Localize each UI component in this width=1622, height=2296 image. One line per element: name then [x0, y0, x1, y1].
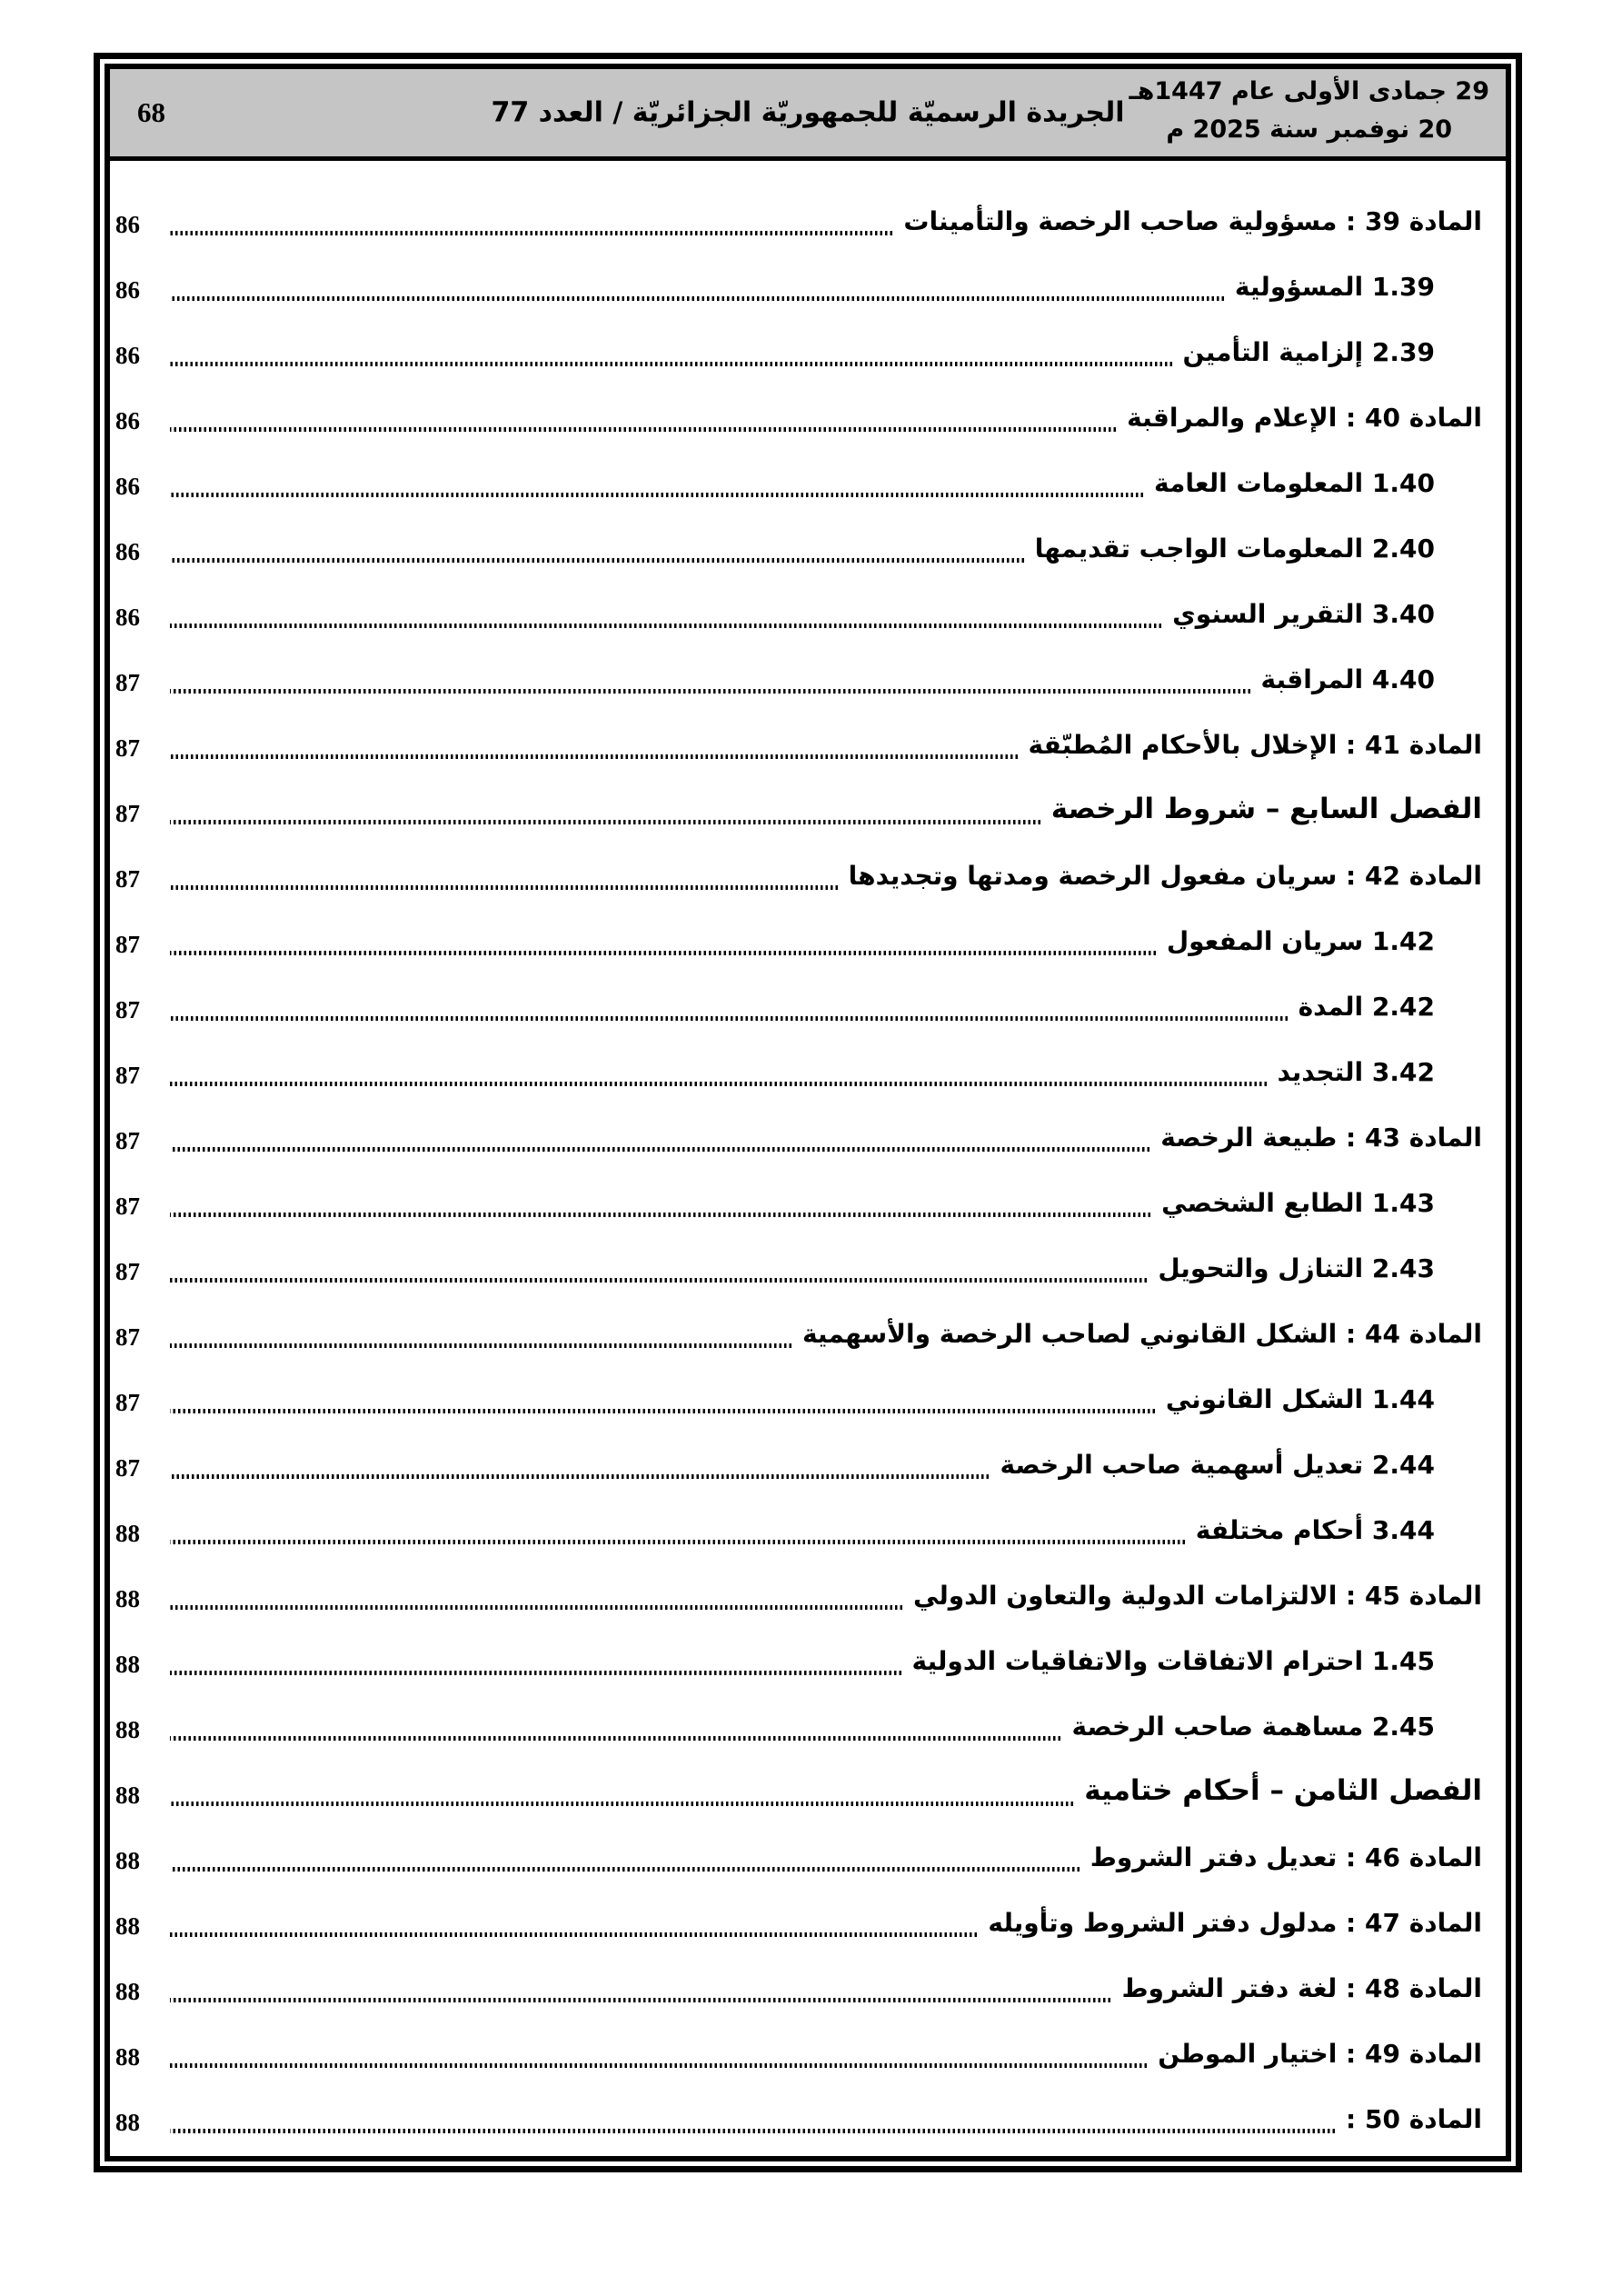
table-of-contents — [110, 161, 1506, 2156]
toc-entry-page: 87 — [115, 1323, 140, 1351]
toc-entry-label: المادة 46 : تعديل دفتر الشروط — [1090, 1842, 1482, 1873]
toc-entry-label: 2.42 المدة — [1298, 992, 1435, 1023]
date-hijri: 29 جمادى الأولى عام 1447هـ — [1129, 77, 1489, 105]
toc-entry-page: 88 — [115, 1912, 140, 1940]
toc-entry-page: 87 — [115, 669, 140, 696]
dot-leader — [170, 951, 1156, 955]
toc-entry-label: 3.42 التجديد — [1277, 1057, 1435, 1088]
toc-entry-label: المادة 42 : سريان مفعول الرخصة ومدتها وتجديدها — [848, 861, 1482, 892]
toc-entry-page: 87 — [115, 1454, 140, 1482]
dot-leader — [170, 296, 1224, 301]
dot-leader — [170, 2063, 1147, 2068]
toc-entry-label: 2.45 مساهمة صاحب الرخصة — [1071, 1712, 1435, 1742]
toc-entry — [115, 2017, 1482, 2082]
dot-leader — [170, 231, 892, 235]
toc-entry-label: 3.44 أحكام مختلفة — [1195, 1515, 1435, 1546]
toc-entry-page: 88 — [115, 1716, 140, 1743]
toc-entry-label: المادة 47 : مدلول دفتر الشروط وتأويله — [988, 1908, 1482, 1939]
toc-entry-label: 1.44 الشكل القانوني — [1165, 1384, 1435, 1415]
toc-entry-label: المادة 45 : الالتزامات الدولية والتعاون الدولي — [912, 1581, 1482, 1612]
dot-leader — [170, 1409, 1155, 1413]
toc-entry-label: المادة 39 : مسؤولية صاحب الرخصة والتأمينات — [903, 206, 1482, 237]
dot-leader — [170, 1082, 1267, 1086]
toc-entry-label: 2.40 المعلومات الواجب تقديمها — [1034, 534, 1435, 564]
toc-entry-page: 87 — [115, 996, 140, 1023]
toc-entry-page: 88 — [115, 1847, 140, 1874]
toc-entry — [115, 381, 1482, 446]
toc-entry-label: المادة 41 : الإخلال بالأحكام المُطبّقة — [1028, 730, 1482, 761]
toc-entry-label: 2.43 التنازل والتحويل — [1158, 1253, 1435, 1284]
toc-entry-page: 86 — [115, 473, 140, 500]
toc-entry-page: 86 — [115, 538, 140, 565]
toc-entry — [115, 1886, 1482, 1952]
toc-entry — [115, 1624, 1482, 1690]
toc-entry — [115, 643, 1482, 708]
dot-leader — [170, 1278, 1147, 1283]
toc-entry — [115, 2082, 1482, 2148]
toc-entry — [115, 1559, 1482, 1624]
toc-entry — [115, 904, 1482, 970]
toc-entry — [115, 1035, 1482, 1101]
page-frame-inner — [104, 64, 1511, 2161]
toc-entry — [115, 1166, 1482, 1232]
toc-entry-page: 86 — [115, 276, 140, 304]
page-header — [110, 69, 1506, 161]
dot-leader — [170, 2129, 1335, 2133]
toc-entry-page: 86 — [115, 604, 140, 631]
toc-entry — [115, 446, 1482, 512]
toc-entry — [115, 1428, 1482, 1493]
toc-entry-label: 1.43 الطابع الشخصي — [1161, 1188, 1435, 1219]
toc-entry — [115, 315, 1482, 381]
toc-entry — [115, 512, 1482, 577]
dot-leader — [170, 493, 1143, 497]
date-gregorian: 20 نوفمبر سنة 2025 م — [1166, 115, 1453, 144]
toc-entry-label: 3.40 التقرير السنوي — [1172, 599, 1435, 630]
toc-entry — [115, 1690, 1482, 1755]
toc-entry-label: المادة 48 : لغة دفتر الشروط — [1121, 1973, 1482, 2004]
toc-entry-page: 86 — [115, 211, 140, 238]
dot-leader — [170, 1213, 1150, 1217]
dot-leader — [170, 1932, 977, 1937]
toc-entry-page: 86 — [115, 342, 140, 369]
dot-leader — [170, 885, 838, 890]
header-dates — [1129, 73, 1489, 149]
toc-entry-label: المادة 49 : اختيار الموطن — [1158, 2039, 1482, 2070]
toc-entry-page: 86 — [115, 407, 140, 434]
toc-entry-page: 88 — [115, 2109, 140, 2136]
toc-entry-label: 1.42 سريان المفعول — [1166, 926, 1435, 957]
toc-entry-label: الفصل السابع – شروط الرخصة — [1050, 792, 1482, 825]
dot-leader — [170, 1147, 1149, 1152]
toc-entry-label: 1.39 المسؤولية — [1234, 272, 1435, 303]
toc-entry — [115, 1952, 1482, 2017]
dot-leader — [170, 820, 1040, 824]
toc-entry — [115, 839, 1482, 904]
dot-leader — [170, 1998, 1110, 2002]
toc-entry — [115, 1232, 1482, 1297]
dot-leader — [170, 1605, 902, 1610]
toc-entry-label: المادة 44 : الشكل القانوني لصاحب الرخصة والأسهمية — [801, 1319, 1482, 1350]
page-frame — [94, 53, 1522, 2172]
toc-entry-page: 87 — [115, 800, 140, 827]
dot-leader — [170, 1343, 791, 1348]
toc-entry — [115, 1493, 1482, 1559]
toc-entry — [115, 577, 1482, 643]
toc-entry-page: 88 — [115, 1585, 140, 1612]
toc-entry-page: 88 — [115, 1782, 140, 1809]
toc-entry-page: 87 — [115, 734, 140, 762]
dot-leader — [170, 689, 1250, 694]
toc-entry — [115, 185, 1482, 250]
toc-entry — [115, 1297, 1482, 1363]
toc-entry-page: 88 — [115, 1978, 140, 2005]
toc-entry-page: 87 — [115, 931, 140, 958]
toc-entry-label: المادة 40 : الإعلام والمراقبة — [1127, 403, 1482, 434]
header-page-number: 68 — [137, 96, 165, 128]
toc-entry-page: 87 — [115, 865, 140, 893]
toc-entry — [115, 970, 1482, 1035]
toc-entry-label: المادة 43 : طبيعة الرخصة — [1160, 1123, 1482, 1153]
dot-leader — [170, 1671, 901, 1675]
toc-entry-page: 87 — [115, 1127, 140, 1154]
dot-leader — [170, 624, 1161, 628]
toc-entry-label: الفصل الثامن – أحكام ختامية — [1084, 1773, 1482, 1807]
dot-leader — [170, 362, 1172, 366]
dot-leader — [170, 427, 1116, 432]
toc-entry-page: 88 — [115, 1651, 140, 1678]
dot-leader — [170, 1540, 1185, 1544]
dot-leader — [170, 1736, 1060, 1741]
toc-entry-label: 4.40 المراقبة — [1260, 664, 1435, 695]
dot-leader — [170, 558, 1024, 563]
toc-entry-page: 88 — [115, 2043, 140, 2071]
toc-entry — [115, 1363, 1482, 1428]
toc-entry-page: 87 — [115, 1062, 140, 1089]
toc-entry-label: 1.45 احترام الاتفاقات والاتفاقيات الدولية — [911, 1646, 1435, 1677]
dot-leader — [170, 754, 1018, 759]
toc-entry-page: 87 — [115, 1389, 140, 1416]
toc-entry — [115, 774, 1482, 839]
toc-entry-page: 88 — [115, 1520, 140, 1547]
toc-entry-label: 1.40 المعلومات العامة — [1154, 468, 1435, 499]
toc-entry-label: 2.44 تعديل أسهمية صاحب الرخصة — [1000, 1450, 1435, 1481]
toc-entry-label: 2.39 إلزامية التأمين — [1182, 337, 1435, 368]
toc-entry — [115, 1755, 1482, 1821]
toc-entry-page: 87 — [115, 1193, 140, 1220]
dot-leader — [170, 1867, 1080, 1872]
toc-entry-label: المادة 50 : — [1346, 2104, 1482, 2135]
dot-leader — [170, 1802, 1073, 1806]
toc-entry — [115, 1101, 1482, 1166]
dot-leader — [170, 1016, 1288, 1021]
toc-entry-page: 87 — [115, 1258, 140, 1285]
dot-leader — [170, 1474, 989, 1479]
toc-entry — [115, 1821, 1482, 1886]
journal-title: الجريدة الرسميّة للجمهوريّة الجزائريّة / العدد 77 — [491, 96, 1125, 129]
toc-entry — [115, 250, 1482, 315]
toc-entry — [115, 708, 1482, 774]
